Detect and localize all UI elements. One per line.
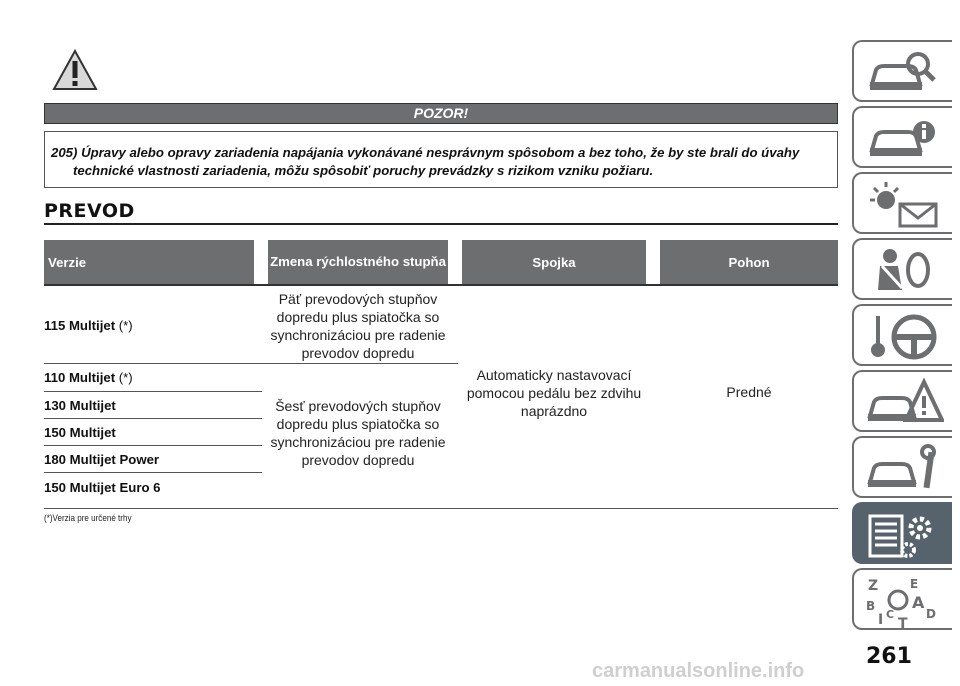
svg-text:D: D	[926, 607, 936, 621]
svg-text:Z: Z	[868, 578, 879, 594]
table-row	[44, 480, 262, 495]
table-header-gearbox: Zmena rýchlostného stupňa	[268, 240, 448, 284]
svg-text:C: C	[886, 608, 895, 621]
car-breakdown-icon	[864, 376, 944, 430]
steering-key-icon	[864, 310, 944, 364]
clutch-value: Automaticky nastavovací pomocou pedálu bez zdvihu naprázdno	[466, 367, 642, 419]
warning-box	[44, 131, 838, 188]
table-row	[44, 370, 262, 385]
row-divider	[44, 391, 262, 392]
svg-text:A: A	[912, 593, 925, 612]
car-info-icon	[864, 112, 944, 166]
version-name: 180 Multijet Power	[44, 452, 160, 467]
car-maintenance-icon	[864, 442, 944, 496]
airbag-seatbelt-icon	[864, 244, 944, 298]
gearbox-six-speed: Šesť prevodových stupňov dopredu plus spiatočka so synchronizáciou pre radenie prevodov dopredu	[270, 398, 446, 468]
table-header-drive: Pohon	[660, 240, 838, 284]
row-divider	[44, 363, 458, 364]
row-divider	[44, 472, 262, 473]
tab-airbag-seatbelt[interactable]	[852, 238, 952, 300]
table-bottom-rule	[44, 508, 838, 509]
svg-text:E: E	[910, 577, 919, 591]
table-row	[44, 425, 262, 440]
warning-header-bar	[44, 103, 838, 124]
section-title: PREVOD	[44, 200, 135, 222]
row-divider	[44, 418, 262, 419]
table-header-versions: Verzie	[44, 240, 254, 284]
version-name: 130 Multijet	[44, 398, 116, 413]
table-row	[44, 318, 262, 333]
svg-text:I: I	[878, 612, 884, 628]
index-icon	[864, 574, 944, 628]
svg-text:T: T	[898, 616, 908, 628]
gearbox-five-speed: Päť prevodových stupňov dopredu plus spiatočka so synchronizáciou pre radenie prevodov dopredu	[270, 291, 446, 361]
version-name: 150 Multijet Euro 6	[44, 480, 161, 495]
warning-text-line1: Úpravy alebo opravy zariadenia napájania vykonávané nesprávnym spôsobom a bez toho, že by ste brali do úvahy	[81, 145, 800, 160]
tab-index[interactable]	[852, 568, 952, 630]
version-mark: (*)	[118, 370, 133, 385]
svg-text:B: B	[866, 599, 876, 613]
tab-warning-lights[interactable]	[852, 172, 952, 234]
tab-steering-key[interactable]	[852, 304, 952, 366]
section-rule	[44, 223, 838, 225]
table-row	[44, 398, 262, 413]
page-number: 261	[866, 644, 912, 669]
version-name: 110 Multijet	[44, 370, 116, 385]
drive-value: Predné	[726, 384, 772, 400]
warning-lights-icon	[864, 178, 944, 232]
warning-title: POZOR!	[413, 105, 469, 121]
table-header-clutch: Spojka	[462, 240, 646, 284]
tab-technical-data[interactable]	[852, 502, 952, 564]
watermark: carmanualsonline.info	[592, 660, 805, 682]
version-mark: (*)	[118, 318, 133, 333]
warning-text-line2: technické vlastnosti zariadenia, môžu spôsobiť poruchy prevádzky s rizikom vzniku požiaru.	[73, 163, 654, 178]
technical-data-icon	[864, 508, 944, 562]
car-search-icon	[864, 46, 944, 100]
footnote: (*)Verzia pre určené trhy	[44, 513, 132, 524]
version-name: 150 Multijet	[44, 425, 116, 440]
version-name: 115 Multijet	[44, 318, 116, 333]
tab-car-breakdown[interactable]	[852, 370, 952, 432]
table-row	[44, 452, 262, 467]
warning-number: 205)	[51, 145, 78, 160]
row-divider	[44, 445, 262, 446]
tab-car-maintenance[interactable]	[852, 436, 952, 498]
tab-car-search[interactable]	[852, 40, 952, 102]
tab-car-info[interactable]	[852, 106, 952, 168]
warning-triangle-icon	[52, 48, 98, 92]
table-header-rule	[44, 284, 838, 286]
